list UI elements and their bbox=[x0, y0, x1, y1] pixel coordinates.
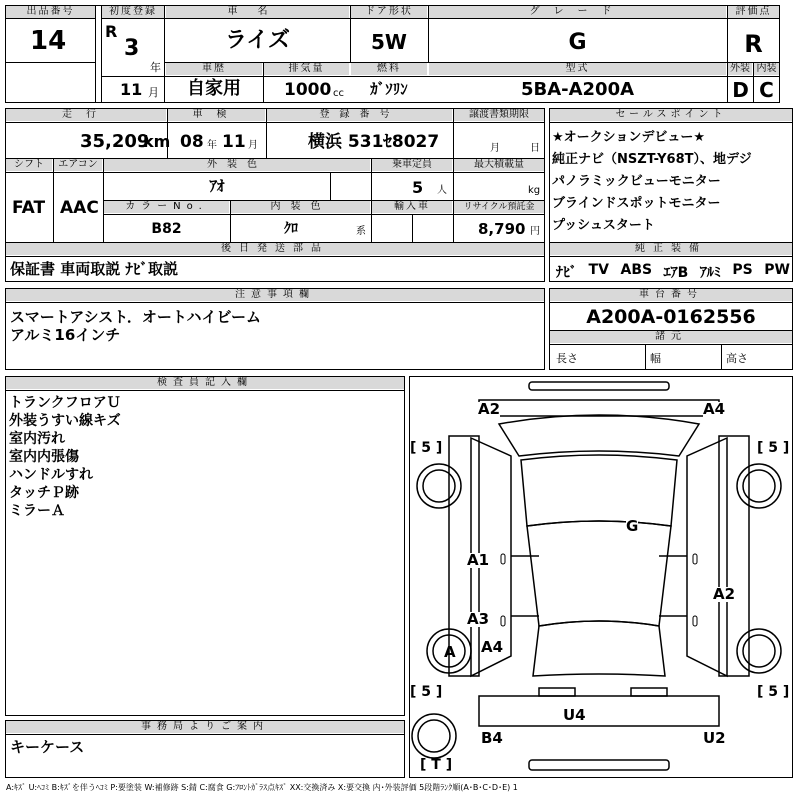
equip-label: 純正装備 bbox=[550, 243, 792, 255]
person-unit: 人 bbox=[437, 185, 447, 196]
selling-point: ブラインドスポットモニター bbox=[552, 196, 721, 211]
model-label: 型式 bbox=[429, 63, 726, 75]
insp-year-unit: 年 bbox=[207, 140, 217, 151]
mark-rear: U4 bbox=[563, 706, 586, 724]
mark-right-door: A2 bbox=[713, 585, 736, 603]
inspector-lines bbox=[9, 394, 121, 520]
year-unit: 年 bbox=[150, 61, 161, 74]
inspection-label: 車検 bbox=[168, 109, 265, 121]
selling-point: プッシュスタート bbox=[552, 218, 655, 233]
capacity: 5 bbox=[412, 178, 424, 197]
selling-label: セールスポイント bbox=[550, 109, 792, 121]
tire-front-right: [ 5 ] bbox=[757, 440, 790, 456]
spec-length: 長さ bbox=[556, 352, 578, 365]
later-items: 保証書 車両取説 ﾅﾋﾞ取説 bbox=[10, 260, 178, 278]
mark-rear-right: U2 bbox=[703, 729, 726, 747]
equip-list bbox=[556, 262, 790, 282]
insp-month: 11 bbox=[222, 132, 246, 152]
tire-rear-left: [ 5 ] bbox=[410, 684, 443, 700]
int-color: ｸﾛ bbox=[284, 221, 298, 237]
mark-glass: G bbox=[626, 517, 639, 535]
month-unit: 月 bbox=[148, 86, 159, 99]
mileage: 35,209 bbox=[80, 131, 150, 152]
chassis-label: 車台番号 bbox=[550, 289, 792, 301]
capacity-label: 乗車定員 bbox=[372, 159, 452, 171]
exterior-label: 外装 bbox=[730, 63, 750, 74]
notes-lines bbox=[10, 308, 261, 344]
model: 5BA-A200A bbox=[520, 79, 635, 100]
note-line: アルミ16インチ bbox=[10, 326, 121, 344]
lot-no: 14 bbox=[30, 26, 67, 56]
inspector-line: トランクフロアＵ bbox=[9, 395, 121, 411]
insp-year: 08 bbox=[180, 132, 204, 152]
interior-grade: C bbox=[759, 78, 774, 102]
equip-item: PS bbox=[732, 262, 753, 278]
equip-item: TV bbox=[588, 262, 609, 278]
era: R bbox=[105, 22, 118, 41]
equip-item: ｱﾙﾐ bbox=[699, 265, 721, 281]
mark-front-left: A2 bbox=[478, 400, 501, 418]
kei-unit: 系 bbox=[356, 226, 366, 237]
equip-item: ABS bbox=[620, 262, 653, 278]
inspector-line: 室内内張傷 bbox=[9, 449, 79, 465]
selling-point: 純正ナビ（NSZT-Y68T）、地デジ bbox=[552, 152, 752, 167]
ac: AAC bbox=[60, 198, 99, 218]
inspector-label: 検査員記入欄 bbox=[6, 377, 404, 389]
mileage-label: 走行 bbox=[6, 109, 166, 121]
name-label: 車名 bbox=[166, 6, 349, 18]
color-no-label: カラーNo. bbox=[104, 201, 229, 213]
exterior-grade: D bbox=[732, 78, 749, 102]
mark-front-right: A4 bbox=[703, 400, 726, 418]
transfer-label: 譲渡書類期限 bbox=[454, 109, 544, 121]
tire-rear-right: [ 5 ] bbox=[757, 684, 790, 700]
tire-front-left: [ 5 ] bbox=[410, 440, 443, 456]
ac-label: エアコン bbox=[54, 159, 102, 171]
car-diagram bbox=[409, 376, 793, 778]
kg-unit: kg bbox=[528, 185, 541, 196]
score-label: 評価点 bbox=[728, 6, 779, 18]
inspector-line: タッチＰ跡 bbox=[9, 485, 79, 501]
insp-month-unit: 月 bbox=[248, 140, 258, 151]
wheel-mark: A bbox=[444, 643, 456, 661]
selling-point: ★オークションデビュー★ bbox=[552, 130, 706, 145]
recycle-label: リサイクル預託金 bbox=[454, 201, 544, 213]
int-color-label: 内装色 bbox=[231, 201, 370, 213]
transfer-month: 月 bbox=[490, 143, 500, 154]
inspector-line: ミラーＡ bbox=[9, 503, 65, 519]
selling-lines bbox=[552, 127, 792, 237]
color-no: B82 bbox=[151, 221, 182, 237]
first-reg-label: 初度登録 bbox=[102, 6, 164, 18]
shift: FAT bbox=[12, 198, 46, 218]
spec-width: 幅 bbox=[650, 352, 661, 365]
inspector-line: ハンドルすれ bbox=[9, 467, 93, 483]
first-reg-year: 3 bbox=[124, 36, 140, 61]
inspector-line: 室内汚れ bbox=[9, 431, 65, 447]
displacement-label: 排気量 bbox=[264, 63, 349, 75]
displacement: 1000 bbox=[284, 80, 332, 100]
yen-unit: 円 bbox=[530, 226, 540, 237]
history-label: 車歴 bbox=[166, 63, 262, 75]
office-label: 事務局よりご案内 bbox=[6, 721, 404, 733]
spec-label: 諸元 bbox=[550, 331, 792, 343]
first-reg-month: 11 bbox=[120, 80, 143, 99]
ext-color: ｱｵ bbox=[209, 177, 225, 195]
door: 5W bbox=[371, 30, 407, 54]
equip-item: ｴｱB bbox=[663, 265, 689, 281]
mark-rear-left: B4 bbox=[481, 729, 503, 747]
chassis-number: A200A-0162556 bbox=[586, 306, 756, 328]
history: 自家用 bbox=[187, 78, 241, 99]
grade: G bbox=[568, 30, 587, 55]
door-label: ドア形状 bbox=[351, 6, 427, 18]
reg-no-label: 登録番号 bbox=[267, 109, 452, 121]
selling-point: パノラミックビューモニター bbox=[552, 174, 721, 189]
legend: A:ｷｽﾞ U:ﾍｺﾐ B:ｷｽﾞを伴うﾍｺﾐ P:要塗装 W:補修跡 S:錆 C:腐食 G:ﾌﾛﾝﾄｶﾞﾗｽ点ｷｽﾞ XX:交換済み X:要交換 内･外装評価 5段階ﾗﾝｸ順(A･B･C･D･E) 1 bbox=[6, 783, 518, 792]
equip-item: ﾅﾋﾞ bbox=[556, 265, 577, 281]
score: R bbox=[744, 30, 763, 58]
ext-color-label: 外装色 bbox=[104, 159, 370, 171]
km-unit: km bbox=[143, 132, 171, 151]
mark-left-door-front: A1 bbox=[467, 551, 490, 569]
spec-height: 高さ bbox=[726, 352, 748, 365]
lot-no-label: 出品番号 bbox=[6, 6, 95, 18]
mark-left-door-rear: A3 bbox=[467, 610, 490, 628]
recycle: 8,790 bbox=[478, 220, 526, 238]
fuel: ｶﾞｿﾘﾝ bbox=[370, 80, 408, 98]
import-label: 輸入車 bbox=[372, 201, 452, 213]
fuel-label: 燃料 bbox=[351, 63, 427, 75]
interior-label: 内装 bbox=[754, 63, 779, 75]
grade-label: グレード bbox=[429, 6, 726, 18]
note-line: スマートアシスト．オートハイビーム bbox=[10, 308, 261, 326]
mark-left-rear-fender: A4 bbox=[481, 638, 504, 656]
reg-no: 横浜 531ｾ8027 bbox=[308, 132, 440, 152]
car-name: ライズ bbox=[224, 28, 291, 53]
inspector-line: 外装うすい線キズ bbox=[9, 413, 121, 429]
notes-label: 注意事項欄 bbox=[6, 289, 544, 301]
cc-unit: cc bbox=[333, 88, 344, 99]
office-text: キーケース bbox=[10, 738, 85, 756]
equip-item: PW bbox=[764, 262, 790, 278]
shift-label: シフト bbox=[6, 159, 52, 171]
transfer-day: 日 bbox=[530, 143, 540, 154]
max-load-label: 最大積載量 bbox=[454, 159, 544, 171]
tire-spare: [ T ] bbox=[420, 757, 453, 773]
later-label: 後日発送部品 bbox=[6, 243, 544, 255]
